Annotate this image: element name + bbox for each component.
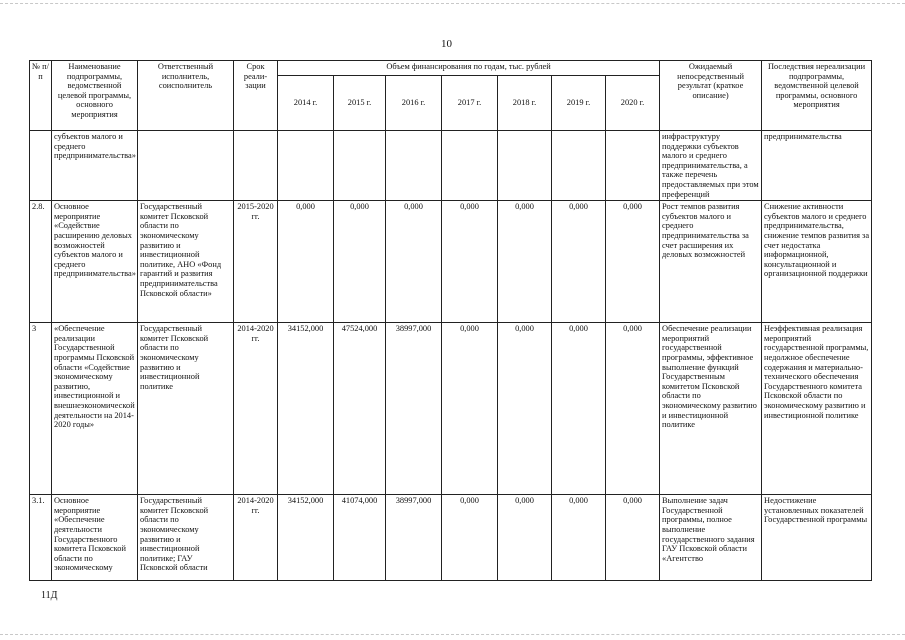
- row-consequences: Снижение активности субъектов малого и среднего предпринимательства, снижение темпов развития за счет недостатка информационной, консультационной и организационной поддержки: [762, 201, 872, 323]
- row-term: [234, 131, 278, 201]
- row-value-2017: 0,000: [442, 495, 498, 581]
- program-table: [29, 60, 872, 581]
- row-value-2018: 0,000: [498, 323, 552, 495]
- table-row: [30, 131, 872, 201]
- footer-mark: 11Д: [41, 590, 58, 601]
- row-value-2017: [442, 131, 498, 201]
- row-consequences: Недостижение установленных показателей Государственной программы: [762, 495, 872, 581]
- row-value-2019: 0,000: [552, 201, 606, 323]
- table-row: [30, 201, 872, 323]
- header-executor: Ответственный исполнитель, соисполнитель: [138, 61, 234, 131]
- row-value-2017: 0,000: [442, 201, 498, 323]
- header-year: 2019 г.: [552, 76, 606, 131]
- header-name: Наименование подпрограммы, ведомственной целевой программы, основного мероприятия: [52, 61, 138, 131]
- table-row: [30, 323, 872, 495]
- header-year: 2018 г.: [498, 76, 552, 131]
- row-expected: инфраструктуру поддержки субъектов малого и среднего предпринимательства, а также перечень предоставляемых при этом преференций: [660, 131, 762, 201]
- row-name: «Обеспечение реализации Государственной программы Псковской области «Содействие экономическому развитию, инвестиционной и внешнеэкономической деятельности на 2014-2020 годы»: [52, 323, 138, 495]
- row-number: 3: [30, 323, 52, 495]
- row-value-2020: [606, 131, 660, 201]
- row-executor: Государственный комитет Псковской области по экономическому развитию и инвестиционной политике; ГАУ Псковской области: [138, 495, 234, 581]
- row-value-2019: [552, 131, 606, 201]
- row-name: субъектов малого и среднего предпринимательства»: [52, 131, 138, 201]
- row-value-2019: 0,000: [552, 495, 606, 581]
- header-year: 2014 г.: [278, 76, 334, 131]
- row-name: Основное мероприятие «Обеспечение деятельности Государственного комитета Псковской области по экономическому: [52, 495, 138, 581]
- row-expected: Выполнение задач Государственной программы, полное выполнение государственного задания ГАУ Псковской области «Агентство: [660, 495, 762, 581]
- row-value-2017: 0,000: [442, 323, 498, 495]
- row-executor: [138, 131, 234, 201]
- header-consequences: Последствия нереализации подпрограммы, ведомственной целевой программы, основного мероприятия: [762, 61, 872, 131]
- header-year: 2017 г.: [442, 76, 498, 131]
- row-value-2020: 0,000: [606, 201, 660, 323]
- row-value-2020: 0,000: [606, 323, 660, 495]
- header-funding: Объем финансирования по годам, тыс. рублей: [278, 61, 660, 76]
- header-expected: Ожидаемый непосредственный результат (краткое описание): [660, 61, 762, 131]
- row-value-2020: 0,000: [606, 495, 660, 581]
- row-value-2018: 0,000: [498, 201, 552, 323]
- row-value-2014: 0,000: [278, 201, 334, 323]
- row-value-2016: 38997,000: [386, 495, 442, 581]
- row-number: 2.8.: [30, 201, 52, 323]
- row-number: [30, 131, 52, 201]
- page-number: 10: [441, 38, 452, 50]
- table-row: [30, 495, 872, 581]
- row-value-2019: 0,000: [552, 323, 606, 495]
- header-term: Срок реали-зации: [234, 61, 278, 131]
- row-value-2018: [498, 131, 552, 201]
- row-value-2014: 34152,000: [278, 323, 334, 495]
- row-value-2014: [278, 131, 334, 201]
- row-value-2015: 0,000: [334, 201, 386, 323]
- row-value-2015: 41074,000: [334, 495, 386, 581]
- row-value-2015: 47524,000: [334, 323, 386, 495]
- header-no: № п/п: [30, 61, 52, 131]
- row-consequences: Неэффективная реализация мероприятий государственной программы, недолжное обеспечение содержания и материально-технического обеспечения Государственного комитета Псковской области по экономическому развитию и инвестиционной политике: [762, 323, 872, 495]
- row-value-2016: [386, 131, 442, 201]
- top-edge-line: [0, 3, 905, 4]
- row-expected: Обеспечение реализации мероприятий государственной программы, эффективное выполнение функций Государственным комитетом Псковской области по экономическому развитию и инвестиционной политике: [660, 323, 762, 495]
- row-value-2016: 0,000: [386, 201, 442, 323]
- row-name: Основное мероприятие «Содействие расширению деловых возможностей субъектов малого и среднего предпринимательства»: [52, 201, 138, 323]
- row-value-2015: [334, 131, 386, 201]
- header-year: 2016 г.: [386, 76, 442, 131]
- row-value-2014: 34152,000: [278, 495, 334, 581]
- header-year: 2015 г.: [334, 76, 386, 131]
- row-consequences: предпринимательства: [762, 131, 872, 201]
- row-executor: Государственный комитет Псковской области по экономическому развитию и инвестиционной политике, АНО «Фонд гарантий и развития предпринимательства Псковской области»: [138, 201, 234, 323]
- header-year: 2020 г.: [606, 76, 660, 131]
- bottom-edge-line: [0, 634, 905, 635]
- row-number: 3.1.: [30, 495, 52, 581]
- row-expected: Рост темпов развития субъектов малого и среднего предпринимательства за счет расширения их деловых возможностей: [660, 201, 762, 323]
- row-term: 2014-2020 гг.: [234, 323, 278, 495]
- header-row: [30, 61, 872, 76]
- row-value-2016: 38997,000: [386, 323, 442, 495]
- row-term: 2015-2020 гг.: [234, 201, 278, 323]
- row-term: 2014-2020 гг.: [234, 495, 278, 581]
- row-value-2018: 0,000: [498, 495, 552, 581]
- row-executor: Государственный комитет Псковской области по экономическому развитию и инвестиционной политике: [138, 323, 234, 495]
